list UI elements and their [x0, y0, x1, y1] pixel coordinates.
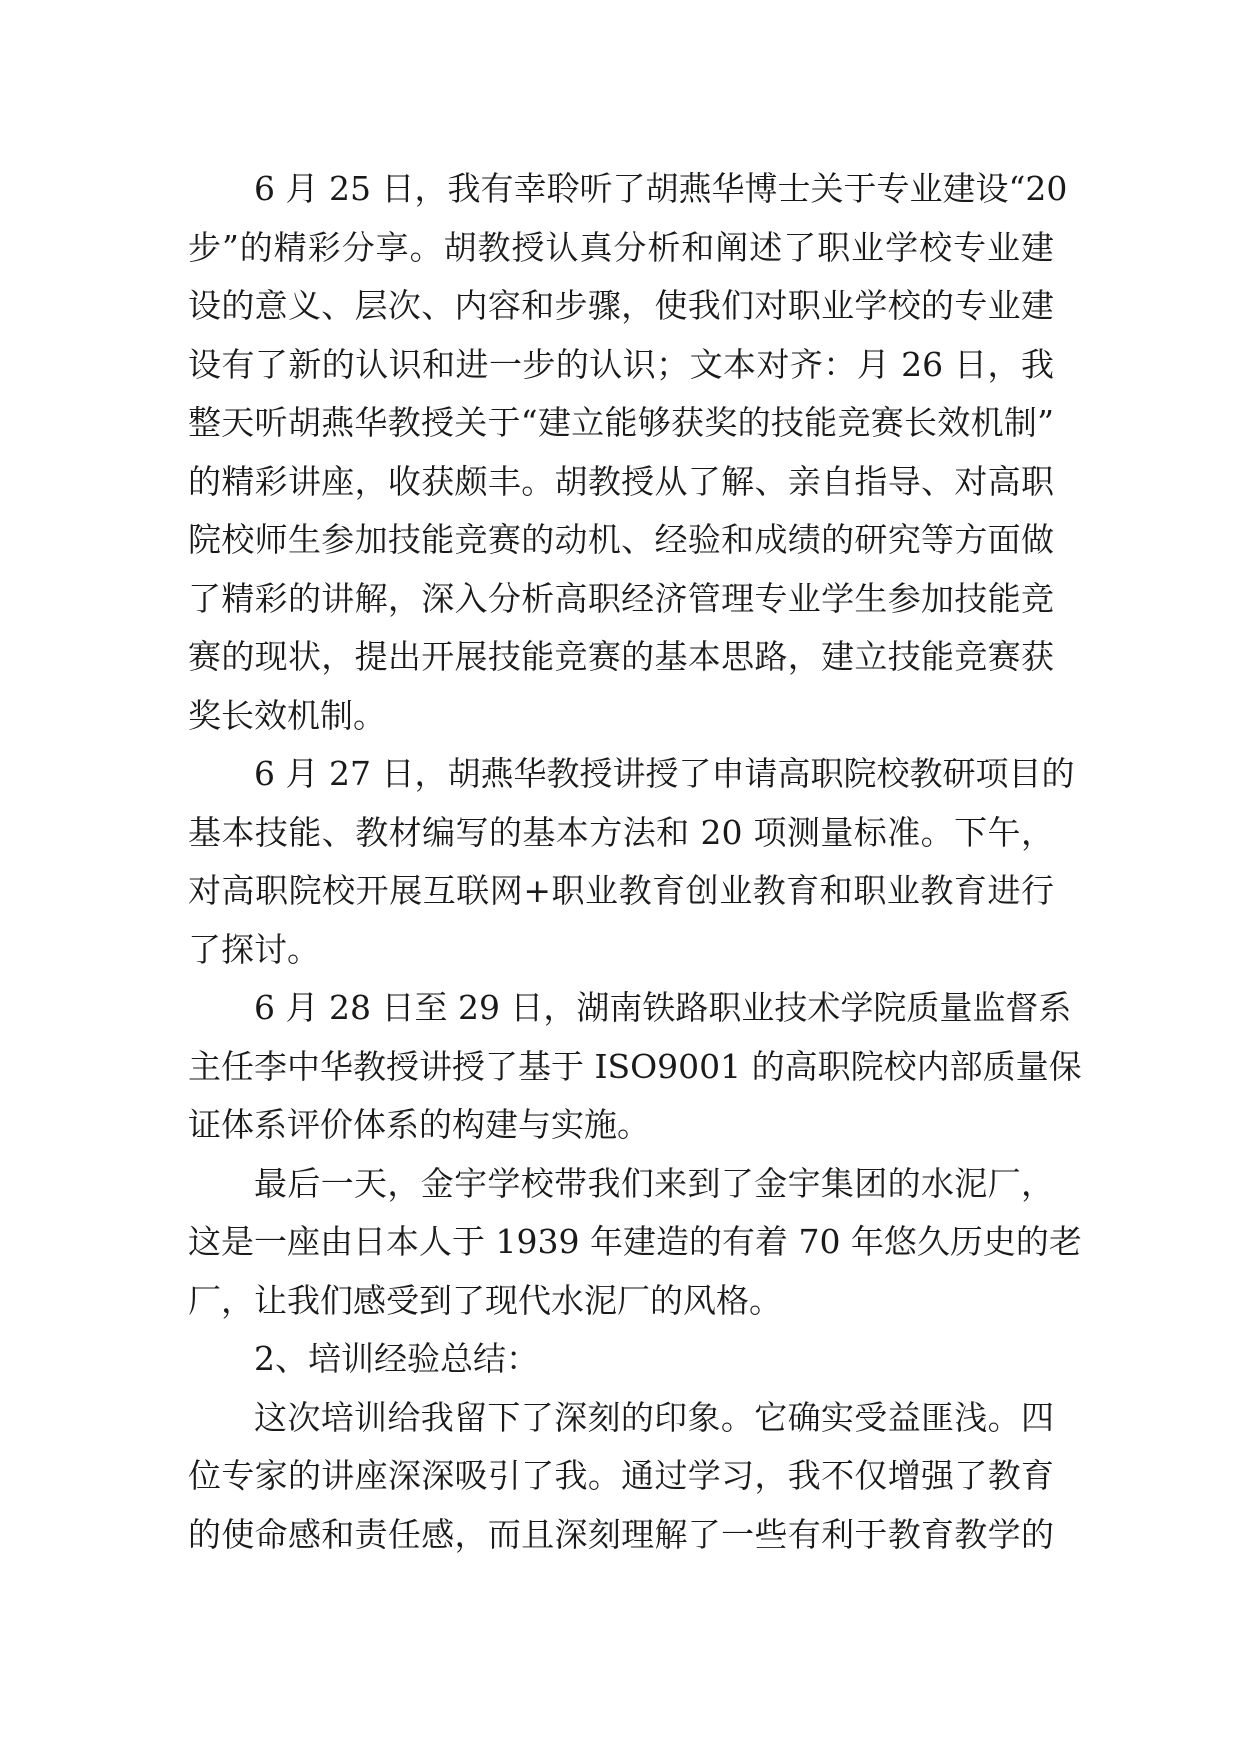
- text-line: 赛的现状，提出开展技能竞赛的基本思路，建立技能竞赛获: [188, 637, 1054, 676]
- text-line: 最后一天，金宇学校带我们来到了金宇集团的水泥厂，: [254, 1163, 1054, 1203]
- paragraph-june-27: [188, 745, 1075, 979]
- section-heading-training-summary: [188, 1330, 1054, 1389]
- text-line: 6 月 25 日，我有幸聆听了胡燕华博士关于专业建设“20: [254, 169, 1068, 208]
- text-line: 步”的精彩分享。胡教授认真分析和阐述了职业学校专业建: [188, 227, 1054, 267]
- paragraph-last-day: [188, 1155, 1082, 1331]
- text-line: 了探讨。: [188, 929, 320, 969]
- text-line: 位专家的讲座深深吸引了我。通过学习，我不仅增强了教育: [188, 1456, 1054, 1495]
- text-line: 的使命感和责任感，而且深刻理解了一些有利于教育教学的: [188, 1514, 1054, 1554]
- text-line: 设的意义、层次、内容和步骤，使我们对职业学校的专业建: [188, 286, 1054, 325]
- text-line: 证体系评价体系的构建与实施。: [188, 1105, 650, 1144]
- text-line: 这次培训给我留下了深刻的印象。它确实受益匪浅。四: [254, 1397, 1054, 1437]
- text-line: 基本技能、教材编写的基本方法和 20 项测量标准。下午，: [188, 812, 1054, 852]
- text-line: 6 月 27 日，胡燕华教授讲授了申请高职院校教研项目的: [254, 754, 1075, 793]
- paragraph-june-28-29: [188, 979, 1082, 1155]
- paragraph-june-25-26: [188, 160, 1068, 745]
- section-heading: 2、培训经验总结：: [254, 1339, 539, 1378]
- document-body: [188, 160, 1082, 1564]
- text-line: 6 月 28 日至 29 日，湖南铁路职业技术学院质量监督系: [254, 988, 1072, 1027]
- text-line: 奖长效机制。: [188, 695, 386, 735]
- text-line: 设有了新的认识和进一步的认识；文本对齐：月 26 日，我: [188, 344, 1054, 384]
- text-line: 院校师生参加技能竞赛的动机、经验和成绩的研究等方面做: [188, 520, 1054, 559]
- text-line: 对高职院校开展互联网+职业教育创业教育和职业教育进行: [188, 871, 1054, 910]
- text-line: 了精彩的讲解，深入分析高职经济管理专业学生参加技能竞: [188, 578, 1054, 618]
- text-line: 主任李中华教授讲授了基于 ISO9001 的高职院校内部质量保: [188, 1046, 1082, 1086]
- text-line: 厂，让我们感受到了现代水泥厂的风格。: [188, 1280, 782, 1320]
- text-line: 这是一座由日本人于 1939 年建造的有着 70 年悠久历史的老: [188, 1222, 1082, 1261]
- text-line: 的精彩讲座，收获颇丰。胡教授从了解、亲自指导、对高职: [188, 461, 1054, 501]
- paragraph-training-impression: [188, 1389, 1054, 1565]
- text-line: 整天听胡燕华教授关于“建立能够获奖的技能竞赛长效机制”: [188, 403, 1054, 442]
